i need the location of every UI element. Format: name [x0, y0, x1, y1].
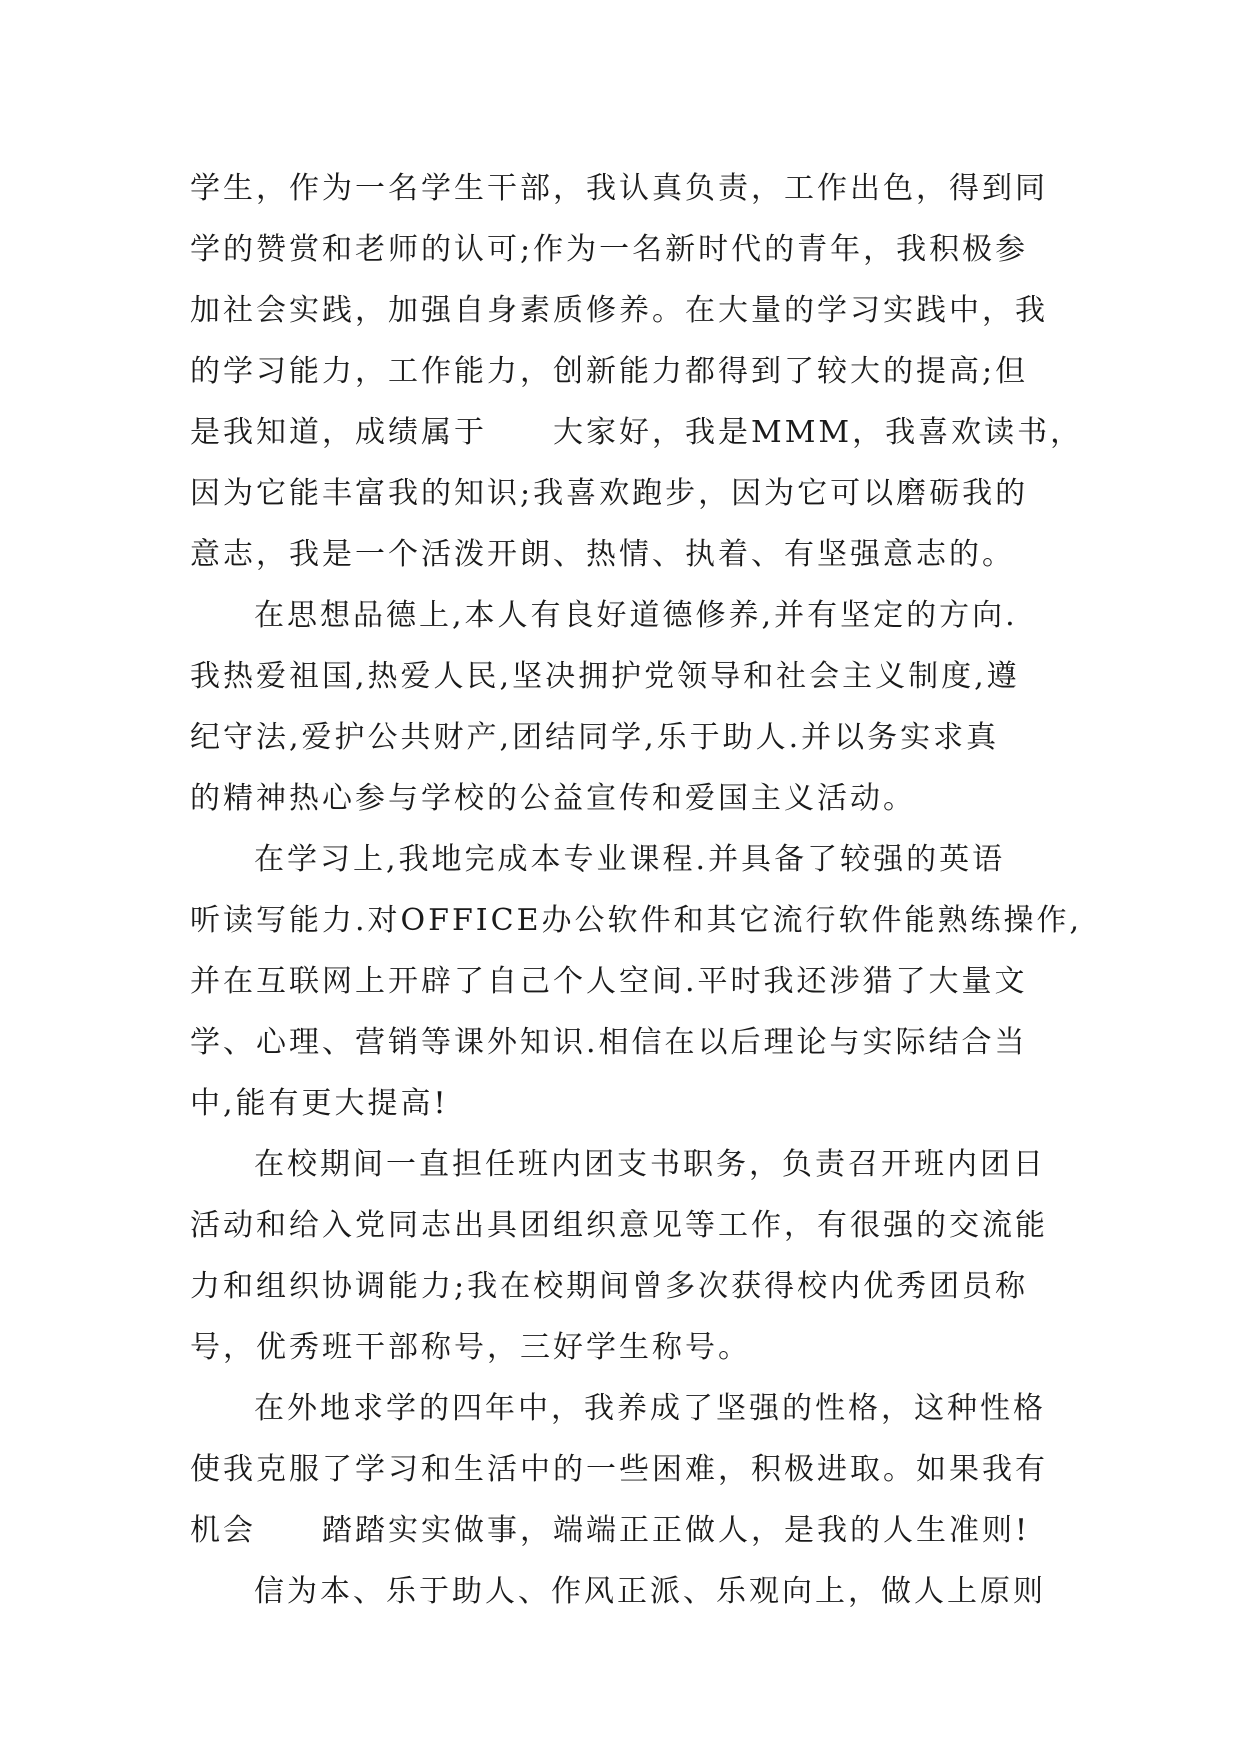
text-line: 听读写能力.对OFFICE办公软件和其它流行软件能熟练操作, [190, 903, 1083, 938]
text-line: 意志，我是一个活泼开朗、热情、执着、有坚强意志的。 [190, 537, 1015, 572]
text-line: 活动和给入党同志出具团组织意见等工作，有很强的交流能 [190, 1208, 1048, 1243]
text-line: 力和组织协调能力;我在校期间曾多次获得校内优秀团员称 [190, 1269, 1029, 1304]
paragraph-2 [190, 585, 1050, 829]
text-line: 在思想品德上,本人有良好道德修养,并有坚定的方向. [254, 598, 1018, 633]
text-line: 在外地求学的四年中，我养成了坚强的性格，这种性格 [254, 1391, 1046, 1426]
paragraph-4 [190, 1134, 1050, 1378]
text-line: 号，优秀班干部称号，三好学生称号。 [190, 1330, 751, 1365]
paragraph-6 [190, 1561, 1050, 1622]
text-line: 机会 踏踏实实做事，端端正正做人，是我的人生准则! [190, 1513, 1031, 1548]
text-line: 加社会实践，加强自身素质修养。在大量的学习实践中，我 [190, 293, 1048, 328]
text-line: 在校期间一直担任班内团支书职务，负责召开班内团日 [254, 1147, 1046, 1182]
paragraph-1 [190, 158, 1084, 585]
text-line: 是我知道，成绩属于 大家好，我是MMM，我喜欢读书， [190, 415, 1084, 450]
text-line: 学生，作为一名学生干部，我认真负责，工作出色，得到同 [190, 171, 1048, 206]
text-line: 纪守法,爱护公共财产,团结同学,乐于助人.并以务实求真 [190, 720, 1000, 755]
text-line: 的精神热心参与学校的公益宣传和爱国主义活动。 [190, 781, 916, 816]
document-body [190, 158, 1084, 1622]
text-line: 学、心理、营销等课外知识.相信在以后理论与实际结合当 [190, 1025, 1028, 1060]
text-line: 的学习能力，工作能力，创新能力都得到了较大的提高;但 [190, 354, 1029, 389]
text-line: 并在互联网上开辟了自己个人空间.平时我还涉猎了大量文 [190, 964, 1028, 999]
text-line: 学的赞赏和老师的认可;作为一名新时代的青年，我积极参 [190, 232, 1029, 267]
text-line: 使我克服了学习和生活中的一些困难，积极进取。如果我有 [190, 1452, 1048, 1487]
text-line: 因为它能丰富我的知识;我喜欢跑步，因为它可以磨砺我的 [190, 476, 1029, 511]
paragraph-5 [190, 1378, 1050, 1561]
text-line: 在学习上,我地完成本专业课程.并具备了较强的英语 [254, 842, 1006, 877]
text-line: 信为本、乐于助人、作风正派、乐观向上，做人上原则 [254, 1574, 1046, 1609]
paragraph-3 [190, 829, 1083, 1134]
text-line: 我热爱祖国,热爱人民,坚决拥护党领导和社会主义制度,遵 [190, 659, 1020, 694]
text-line: 中,能有更大提高! [190, 1086, 449, 1121]
